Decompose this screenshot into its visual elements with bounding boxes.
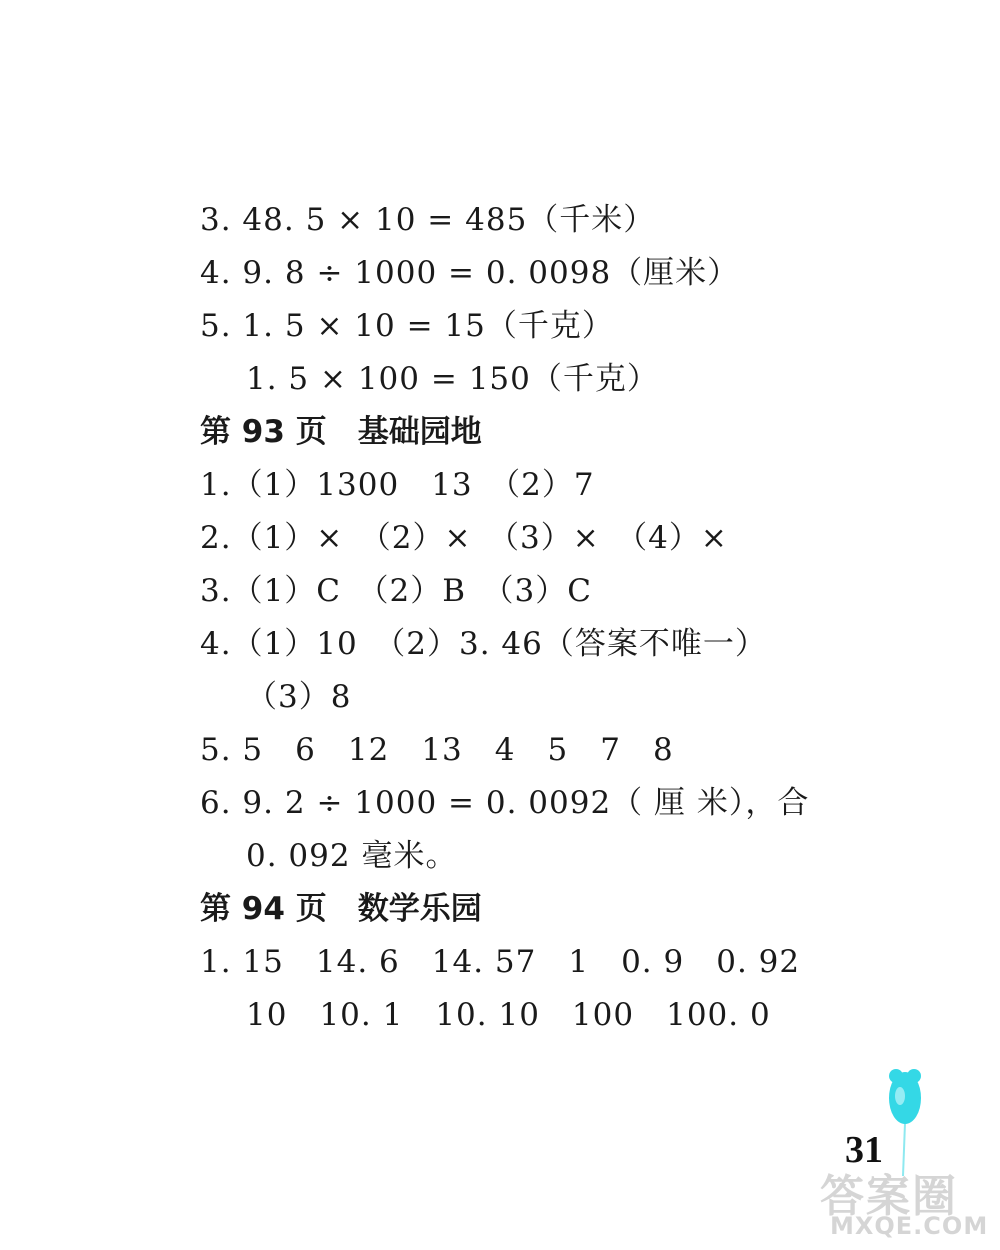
answer-line-5b: 5. 5 6 12 13 4 5 7 8 <box>200 732 674 768</box>
section-heading-page-93: 第 93 页 基础园地 <box>200 414 482 450</box>
answer-line-3b: 3.（1）C （2）B （3）C <box>200 573 592 609</box>
answer-line-4: 4. 9. 8 ÷ 1000 = 0. 0098（厘米） <box>200 255 740 291</box>
answer-line-2: 2.（1）× （2）× （3）× （4）× <box>200 520 728 556</box>
watermark-logo <box>820 1160 995 1245</box>
answer-line-1c: 1. 15 14. 6 14. 57 1 0. 9 0. 92 <box>200 944 801 980</box>
watermark-title: 答案圈 <box>820 1171 958 1222</box>
answer-line-5: 5. 1. 5 × 10 = 15（千克） <box>200 308 614 344</box>
answer-line-3: 3. 48. 5 × 10 = 485（千米） <box>200 202 656 238</box>
answer-line-1: 1.（1）1300 13 （2）7 <box>200 467 595 503</box>
answer-line-4b: 4.（1）10 （2）3. 46（答案不唯一） <box>200 626 767 662</box>
answer-line-6-cont: 0. 092 毫米。 <box>246 838 458 874</box>
page-number: 31 <box>845 1129 883 1171</box>
answer-line-1c-cont: 10 10. 1 10. 10 100 100. 0 <box>246 997 771 1033</box>
section-heading-page-94: 第 94 页 数学乐园 <box>200 891 482 927</box>
answer-line-4b-cont: （3）8 <box>246 679 352 715</box>
answer-line-5-cont: 1. 5 × 100 = 150（千克） <box>246 361 659 397</box>
watermark-url: MXQE.COM <box>830 1212 989 1240</box>
answer-line-6: 6. 9. 2 ÷ 1000 = 0. 0092（ 厘 米），合 <box>200 785 810 821</box>
